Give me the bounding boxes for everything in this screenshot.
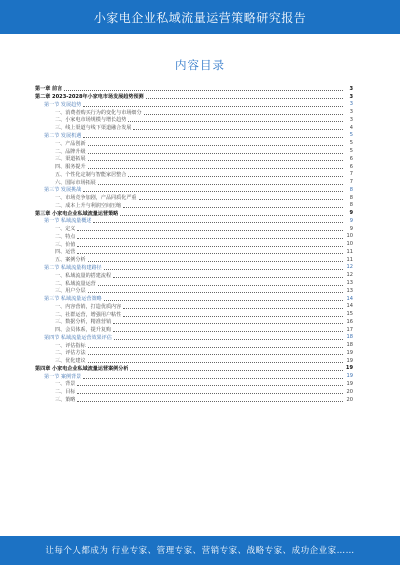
toc-leader-dots <box>83 187 343 192</box>
toc-entry[interactable] <box>35 295 353 303</box>
toc-entry[interactable] <box>35 357 353 365</box>
toc-entry-page: 3 <box>349 85 353 92</box>
toc-leader-dots <box>88 257 343 262</box>
toc-entry-page: 8 <box>349 202 353 209</box>
toc-leader-dots <box>88 141 343 146</box>
toc-entry-title: 二、小家电市场规模与增长趋势 <box>55 117 127 124</box>
toc-leader-dots <box>77 249 343 254</box>
toc-entry-title: 一、消费者购买行为的变化与市场细分 <box>55 109 142 116</box>
toc-leader-dots <box>146 94 343 99</box>
toc-entry-page: 14 <box>346 303 353 310</box>
toc-entry-page: 6 <box>349 155 353 162</box>
toc-entry[interactable] <box>35 139 353 147</box>
toc-leader-dots <box>114 335 343 340</box>
table-of-contents <box>35 85 353 403</box>
toc-leader-dots <box>130 366 343 371</box>
toc-entry-page: 9 <box>349 210 353 217</box>
toc-leader-dots <box>113 319 343 324</box>
toc-entry-title: 二、品牌升级 <box>55 148 86 155</box>
toc-entry-title: 二、社群运营，增强用户粘性 <box>55 311 122 318</box>
toc-entry[interactable] <box>35 326 353 334</box>
toc-entry[interactable] <box>35 108 353 116</box>
toc-entry-title: 四、会员体系，提升复购 <box>55 327 112 334</box>
toc-title: 内容目录 <box>175 58 225 72</box>
toc-entry-title: 二、成本上升与利润空间压缩 <box>55 202 122 209</box>
toc-entry-title: 第一节 私域流量概述 <box>44 218 92 225</box>
toc-entry-page: 6 <box>349 163 353 170</box>
toc-entry[interactable] <box>35 396 353 404</box>
toc-entry-page: 10 <box>346 241 353 248</box>
toc-entry-title: 三、策略 <box>55 397 76 403</box>
toc-leader-dots <box>77 226 343 231</box>
toc-entry-title: 五、个性化定制与智能家居整合 <box>55 171 127 178</box>
toc-entry-page: 15 <box>346 311 353 318</box>
toc-entry-page: 19 <box>345 365 353 372</box>
toc-leader-dots <box>104 296 343 301</box>
toc-entry-page: 3 <box>349 101 353 108</box>
toc-leader-dots <box>88 350 343 355</box>
toc-entry-page: 13 <box>346 287 353 294</box>
toc-entry-page: 18 <box>346 342 353 349</box>
toc-entry-page: 5 <box>349 140 353 147</box>
toc-leader-dots <box>83 133 343 138</box>
toc-leader-dots <box>88 358 343 363</box>
toc-entry-title: 三、优化建议 <box>55 358 86 365</box>
toc-leader-dots <box>77 242 343 247</box>
toc-leader-dots <box>88 288 343 293</box>
toc-leader-dots <box>88 149 343 154</box>
toc-entry-title: 第二节 发展机遇 <box>44 132 82 139</box>
toc-entry[interactable] <box>35 124 353 132</box>
toc-entry[interactable] <box>35 217 353 225</box>
toc-entry[interactable] <box>35 271 353 279</box>
toc-entry[interactable] <box>35 341 353 349</box>
toc-entry-page: 12 <box>346 264 353 271</box>
toc-entry-title: 四、运营 <box>55 249 76 256</box>
toc-entry-title: 三、数据分析，精准营销 <box>55 319 112 326</box>
toc-entry[interactable] <box>35 194 353 202</box>
toc-entry-page: 19 <box>346 373 353 380</box>
toc-entry[interactable] <box>35 201 353 209</box>
toc-leader-dots <box>128 172 343 177</box>
toc-entry-title: 六、国际市场拓展 <box>55 179 96 186</box>
toc-entry[interactable] <box>35 155 353 163</box>
toc-entry-title: 第三章 小家电企业私域流量运营策略 <box>35 210 119 217</box>
toc-leader-dots <box>123 304 343 309</box>
toc-entry-title: 二、私域流量运营 <box>55 280 96 287</box>
toc-entry-page: 16 <box>346 318 353 325</box>
toc-entry-page: 5 <box>349 132 353 139</box>
toc-entry-title: 三、用户分层 <box>55 288 86 295</box>
toc-entry-page: 11 <box>346 256 353 263</box>
toc-entry-title: 一、背景 <box>55 381 76 388</box>
toc-entry[interactable] <box>35 256 353 264</box>
toc-entry-page: 20 <box>346 396 353 403</box>
toc-entry-page: 4 <box>349 124 353 131</box>
toc-entry[interactable] <box>35 372 353 380</box>
toc-entry[interactable] <box>35 349 353 357</box>
toc-leader-dots <box>98 180 343 185</box>
toc-entry-page: 3 <box>349 109 353 116</box>
toc-leader-dots <box>83 374 343 379</box>
toc-entry-title: 一、定义 <box>55 226 76 233</box>
toc-entry[interactable] <box>35 209 353 217</box>
toc-entry-page: 8 <box>349 194 353 201</box>
toc-entry[interactable] <box>35 132 353 140</box>
toc-entry[interactable] <box>35 225 353 233</box>
toc-entry[interactable] <box>35 101 353 109</box>
toc-entry-page: 19 <box>346 380 353 387</box>
toc-entry-title: 第二章 2023-2028年小家电市场发展趋势预测 <box>35 94 144 101</box>
toc-entry-title: 一、产品创新 <box>55 140 86 147</box>
toc-leader-dots <box>88 164 343 169</box>
toc-entry-page: 5 <box>349 148 353 154</box>
toc-entry-page: 9 <box>349 217 353 224</box>
toc-entry-title: 第一节 案例背景 <box>44 373 82 380</box>
toc-entry[interactable] <box>35 85 353 93</box>
toc-entry-title: 第四章 小家电企业私域流量运营案例分析 <box>35 365 129 372</box>
toc-leader-dots <box>77 381 343 386</box>
toc-entry-page: 12 <box>346 272 353 279</box>
toc-entry[interactable] <box>35 302 353 310</box>
toc-leader-dots <box>123 312 343 317</box>
toc-leader-dots <box>88 156 343 161</box>
toc-entry[interactable] <box>35 318 353 326</box>
toc-entry-title: 第四节 私域流量运营效果评估 <box>44 334 112 341</box>
toc-entry-title: 一、私域流量的搭建流程 <box>55 272 112 279</box>
toc-entry-page: 10 <box>346 233 353 240</box>
toc-entry-title: 第一节 发展趋势 <box>44 101 82 108</box>
toc-entry-title: 二、目标 <box>55 389 76 396</box>
toc-entry-page: 17 <box>346 326 353 333</box>
toc-leader-dots <box>113 273 343 278</box>
toc-entry-page: 18 <box>346 334 353 341</box>
toc-leader-dots <box>144 110 343 115</box>
toc-entry-page: 3 <box>349 116 353 123</box>
toc-entry-page: 11 <box>346 248 353 255</box>
toc-entry-title: 四、服务提升 <box>55 164 86 171</box>
toc-leader-dots <box>120 211 343 216</box>
toc-entry-title: 三、价值 <box>55 241 76 248</box>
toc-entry[interactable] <box>35 365 353 373</box>
toc-entry-title: 三、渠道拓展 <box>55 156 86 163</box>
toc-leader-dots <box>98 281 343 286</box>
toc-entry-page: 3 <box>349 93 353 100</box>
toc-entry-page: 7 <box>349 171 353 178</box>
toc-leader-dots <box>133 125 343 130</box>
toc-entry-title: 一、评估指标 <box>55 342 86 349</box>
toc-entry[interactable] <box>35 93 353 101</box>
toc-entry-title: 第二节 私域流量构建路径 <box>44 264 102 271</box>
toc-leader-dots <box>64 86 343 91</box>
toc-entry[interactable] <box>35 186 353 194</box>
toc-entry[interactable] <box>35 310 353 318</box>
toc-entry[interactable] <box>35 287 353 295</box>
toc-entry-title: 一、市场竞争加剧，产品同质化严重 <box>55 195 137 202</box>
toc-entry-title: 三、线上渠道与线下渠道融合发展 <box>55 125 132 132</box>
footer-slogan: 让每个人都成为 行业专家、管理专家、营销专家、战略专家、成功企业家…… <box>45 546 355 556</box>
toc-entry[interactable] <box>35 248 353 256</box>
toc-entry-page: 7 <box>349 179 353 186</box>
toc-entry-page: 8 <box>349 186 353 193</box>
toc-entry[interactable] <box>35 147 353 155</box>
toc-entry[interactable] <box>35 380 353 388</box>
toc-entry-title: 五、案例分析 <box>55 257 86 264</box>
toc-leader-dots <box>93 218 343 223</box>
toc-entry-title: 第三节 发展挑战 <box>44 187 82 194</box>
toc-entry[interactable] <box>35 388 353 396</box>
toc-entry[interactable] <box>35 233 353 241</box>
toc-entry-page: 19 <box>346 357 353 364</box>
toc-leader-dots <box>88 343 343 348</box>
toc-entry-title: 二、特点 <box>55 233 76 240</box>
toc-entry-page: 14 <box>346 295 353 302</box>
toc-leader-dots <box>139 195 343 200</box>
toc-entry-page: 13 <box>346 280 353 287</box>
toc-entry[interactable] <box>35 163 353 171</box>
toc-leader-dots <box>83 102 343 107</box>
toc-entry[interactable] <box>35 264 353 272</box>
toc-entry[interactable] <box>35 240 353 248</box>
toc-entry[interactable] <box>35 334 353 342</box>
toc-leader-dots <box>113 327 343 332</box>
toc-entry-page: 9 <box>349 225 353 232</box>
toc-leader-dots <box>77 389 343 394</box>
toc-entry-page: 20 <box>346 388 353 395</box>
toc-entry[interactable] <box>35 178 353 186</box>
toc-entry[interactable] <box>35 170 353 178</box>
toc-leader-dots <box>104 265 343 270</box>
toc-entry-title: 二、评估方法 <box>55 350 86 357</box>
toc-entry-title: 一、内容营销，打造优质内容 <box>55 303 122 310</box>
page-header-title: 小家电企业私域流量运营策略研究报告 <box>93 11 307 25</box>
toc-entry[interactable] <box>35 116 353 124</box>
toc-leader-dots <box>128 117 343 122</box>
toc-leader-dots <box>123 203 343 208</box>
toc-entry-title: 第一章 前言 <box>35 86 63 93</box>
toc-entry-title: 第三节 私域流量运营策略 <box>44 296 102 303</box>
toc-leader-dots <box>77 234 343 239</box>
toc-entry-page: 19 <box>346 349 353 356</box>
toc-leader-dots <box>77 397 343 402</box>
toc-entry[interactable] <box>35 279 353 287</box>
